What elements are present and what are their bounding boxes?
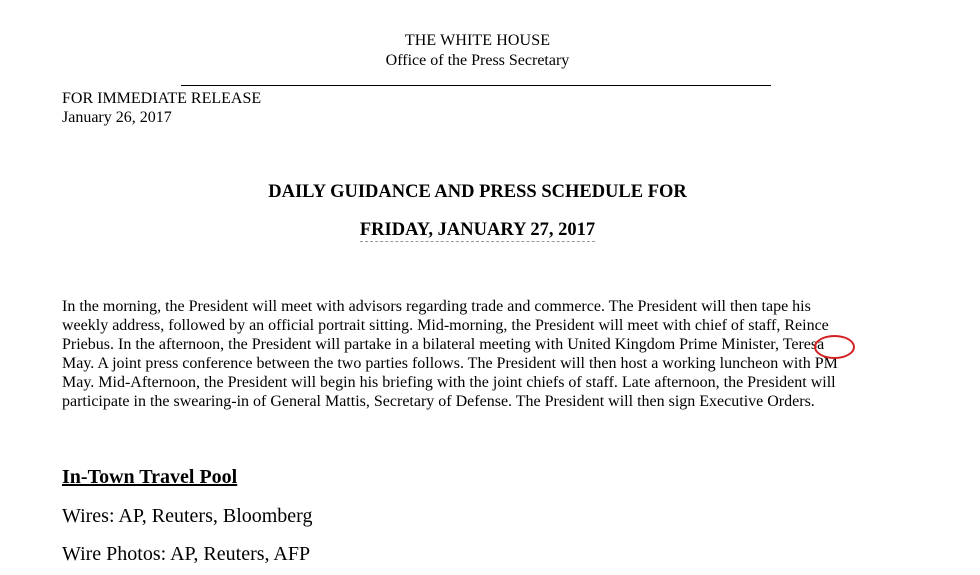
section-title: In-Town Travel Pool <box>62 466 238 488</box>
paragraph-line: participate in the swearing-in of General Mattis, Secretary of Defense. The President will then sign Executive Orders. <box>62 393 815 410</box>
office-name: Office of the Press Secretary <box>385 52 570 69</box>
header-divider <box>181 85 771 86</box>
annotation-circle <box>814 335 855 359</box>
headline-line-2 <box>0 218 955 242</box>
headline-line-1: DAILY GUIDANCE AND PRESS SCHEDULE FOR <box>268 182 687 202</box>
organization-name: THE WHITE HOUSE <box>404 32 551 49</box>
paragraph-line: Priebus. In the afternoon, the President will partake in a bilateral meeting with United Kingdom Prime Minister, Teresa <box>62 336 825 353</box>
pool-wire-photos: Wire Photos: AP, Reuters, AFP <box>62 543 311 565</box>
release-date: January 26, 2017 <box>62 109 172 126</box>
paragraph-line: In the morning, the President will meet with advisors regarding trade and commerce. The President will then tape his <box>62 298 811 315</box>
release-label: FOR IMMEDIATE RELEASE <box>62 90 262 107</box>
pool-wires: Wires: AP, Reuters, Bloomberg <box>62 505 313 527</box>
schedule-paragraph <box>62 297 882 411</box>
paragraph-line: May. Mid-Afternoon, the President will begin his briefing with the joint chiefs of staff. Late afternoon, the President will <box>62 374 836 391</box>
paragraph-line: weekly address, followed by an official portrait sitting. Mid-morning, the President will meet with chief of staff, Reince <box>62 317 829 334</box>
paragraph-line: May. A joint press conference between the two parties follows. The President will then host a working luncheon with PM <box>62 355 838 372</box>
headline-date: FRIDAY, JANUARY 27, 2017 <box>359 220 596 240</box>
